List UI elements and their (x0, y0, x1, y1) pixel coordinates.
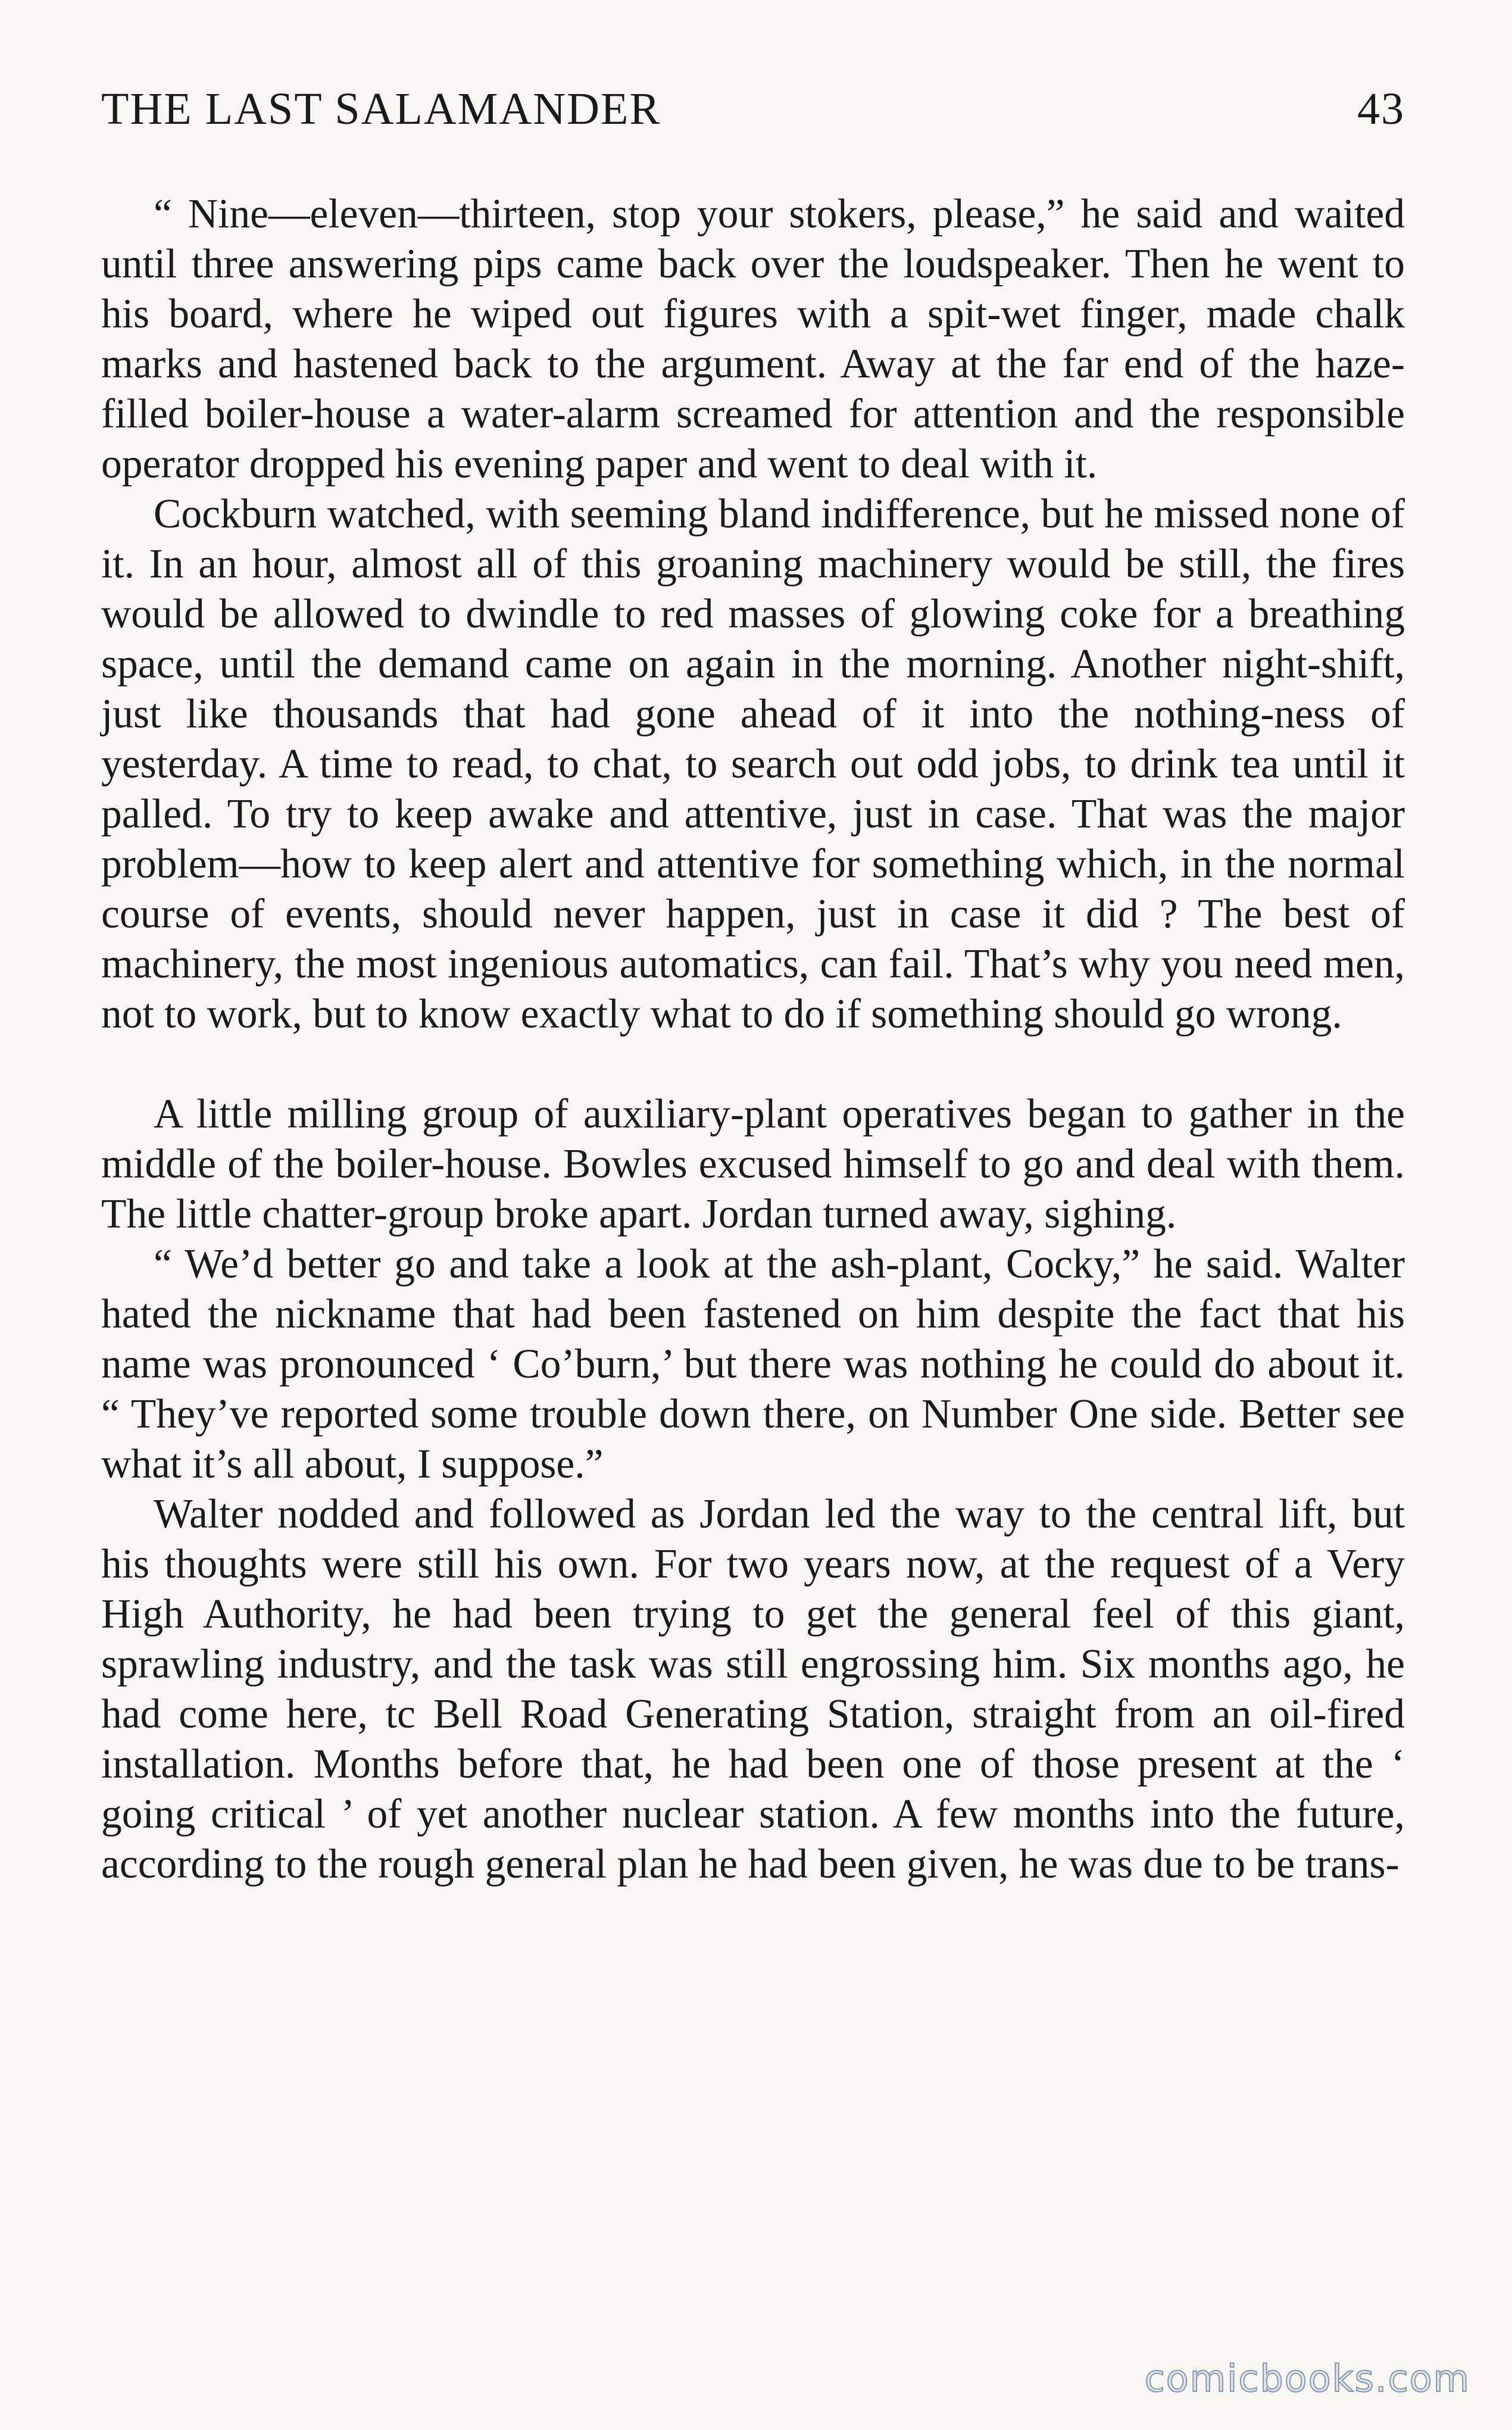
paragraph: “ Nine—eleven—thirteen, stop your stokers, please,” he said and waited until three answering pips came back over the loudspeaker. Then he went to his board, where he wiped out figures with a spit-wet finger, made chalk marks and hastened back to the argument. Away at the far end of the haze-filled boiler-house a water-alarm screamed for attention and the responsible operator dropped his evening paper and went to deal with it. (101, 191, 1405, 487)
running-header (101, 83, 1405, 149)
section-break (101, 1039, 1405, 1089)
body-text (101, 189, 1405, 1889)
paragraph: Cockburn watched, with seeming bland indifference, but he missed none of it. In an hour, almost all of this groaning machinery would be still, the fires would be allowed to dwindle to red masses of glowing coke for a breathing space, until the demand came on again in the morning. Another night-shift, just like thousands that had gone ahead of it into the nothing-ness of yesterday. A time to read, to chat, to search out odd jobs, to drink tea until it palled. To try to keep awake and attentive, just in case. That was the major problem—how to keep alert and attentive for something which, in the normal course of events, should never happen, just in case it did ? The best of machinery, the most ingenious automatics, can fail. That’s why you need men, not to work, but to know exactly what to do if something should go wrong. (101, 491, 1405, 1037)
page-number: 43 (1357, 84, 1405, 134)
paragraph: Walter nodded and followed as Jordan led the way to the central lift, but his thoughts were still his own. For two years now, at the request of a Very High Authority, he had been trying to get the general feel of this giant, sprawling industry, and the task was still engrossing him. Six months ago, he had come here, tc Bell Road Generating Station, straight from an oil-fired installation. Months before that, he had been one of those present at the ‘ going critical ’ of yet another nuclear station. A few months into the future, according to the rough general plan he had been given, he was due to be trans- (101, 1491, 1405, 1887)
running-title: THE LAST SALAMANDER (101, 84, 661, 134)
paragraph: A little milling group of auxiliary-plant operatives began to gather in the middle of the boiler-house. Bowles excused himself to go and deal with them. The little chatter-group broke apart. Jordan turned away, sighing. (101, 1091, 1405, 1237)
watermark: comicbooks.com (1144, 2357, 1470, 2400)
paragraph: “ We’d better go and take a look at the ash-plant, Cocky,” he said. Walter hated the nickname that had been fastened on him despite the fact that his name was pronounced ‘ Co’burn,’ but there was nothing he could do about it. “ They’ve reported some trouble down there, on Number One side. Better see what it’s all about, I suppose.” (101, 1241, 1405, 1487)
